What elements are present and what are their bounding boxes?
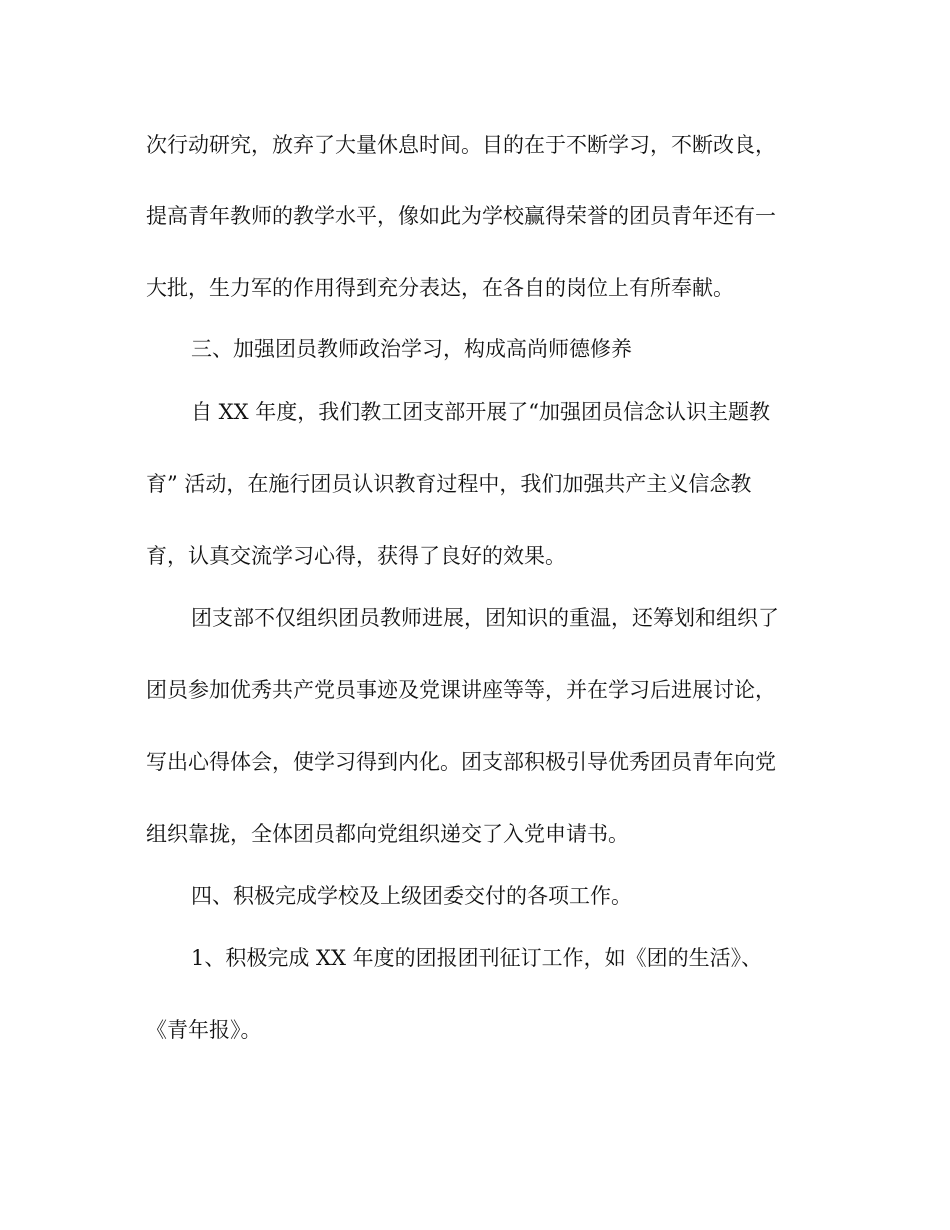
section-heading: 四、积极完成学校及上级团委交付的各项工作。 — [191, 884, 632, 908]
body-text-line: 育” 活动，在施行团员认识教育过程中，我们加强共产主义信念教 — [146, 472, 752, 496]
body-text-line: 大批，生力军的作用得到充分表达，在各自的岗位上有所奉献。 — [146, 276, 734, 300]
section-heading: 三、加强团员教师政治学习，构成高尚师德修养 — [191, 337, 632, 361]
body-text-line: 育，认真交流学习心得，获得了良好的效果。 — [146, 544, 566, 568]
body-text-line: 写出心得体会，使学习得到内化。团支部积极引导优秀团员青年向党 — [146, 750, 776, 774]
body-text-line: 《青年报》。 — [146, 1018, 262, 1042]
body-text-line: 团支部不仅组织团员教师进展，团知识的重温，还筹划和组织了 — [191, 606, 779, 630]
body-text-line: 自 XX 年度，我们教工团支部开展了“加强团员信念认识主题教 — [191, 400, 770, 424]
list-item: 1、积极完成 XX 年度的团报团刊征订工作，如《团的生活》、 — [191, 946, 763, 970]
body-text-line: 组织靠拢，全体团员都向党组织递交了入党申请书。 — [146, 822, 629, 846]
body-text-line: 次行动研究，放弃了大量休息时间。目的在于不断学习，不断改良， — [146, 133, 776, 157]
body-text-line: 团员参加优秀共产党员事迹及党课讲座等等，并在学习后进展讨论， — [146, 678, 776, 702]
body-text-line: 提高青年教师的教学水平，像如此为学校赢得荣誉的团员青年还有一 — [146, 204, 776, 228]
